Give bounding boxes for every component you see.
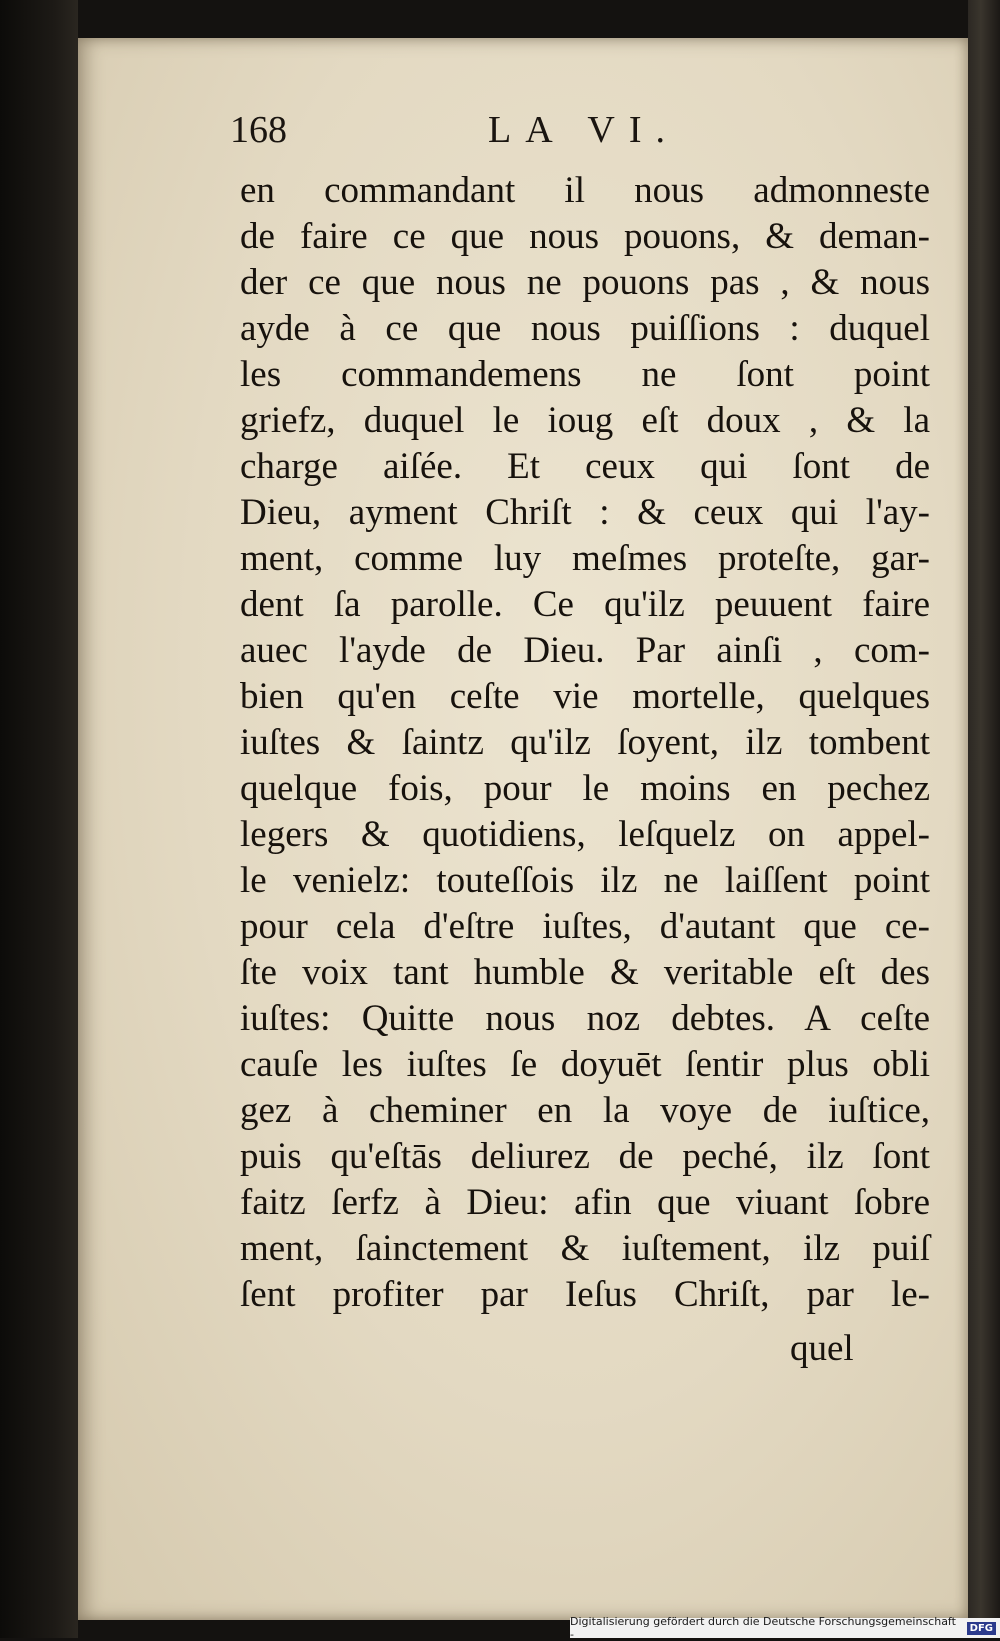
digitization-credit: Digitalisierung gefördert durch die Deutsche Forschungsgemeinschaft -	[570, 1615, 956, 1641]
text-line: ſte voix tant humble & veritable eſt des	[240, 952, 930, 993]
footer-bar	[570, 1615, 1000, 1641]
text-line: ment, ſainctement & iuſtement, ilz puiſ	[240, 1228, 930, 1269]
text-line: puis qu'eſtās deliurez de peché, ilz ſont	[240, 1136, 930, 1177]
text-line: quelque fois, pour le moins en pechez	[240, 768, 930, 809]
text-line: griefz, duquel le ioug eſt doux , & la	[240, 400, 930, 441]
text-line: le venielz: touteſſois ilz ne laiſſent point	[240, 860, 930, 901]
book-edge-right	[968, 0, 1000, 1638]
running-head: LA VI.	[488, 109, 679, 151]
book-binding-left	[0, 0, 78, 1638]
text-line: auec l'ayde de Dieu. Par ainſi , com-	[240, 630, 930, 671]
text-line: iuſtes & ſaintz qu'ilz ſoyent, ilz tombent	[240, 722, 930, 763]
text-line: bien qu'en ceſte vie mortelle, quelques	[240, 676, 930, 717]
text-line: charge aiſée. Et ceux qui ſont de	[240, 446, 930, 487]
text-line: de faire ce que nous pouons, & deman-	[240, 216, 930, 257]
text-line: ayde à ce que nous puiſſions : duquel	[240, 308, 930, 349]
text-line: dent ſa parolle. Ce qu'ilz peuuent faire	[240, 584, 930, 625]
dfg-logo: DFG	[967, 1622, 996, 1635]
text-line: der ce que nous ne pouons pas , & nous	[240, 262, 930, 303]
text-line: les commandemens ne ſont point	[240, 354, 930, 395]
text-line: ment, comme luy meſmes proteſte, gar-	[240, 538, 930, 579]
catchword: quel	[790, 1328, 854, 1369]
text-line: ſent profiter par Ieſus Chriſt, par le-	[240, 1274, 930, 1315]
page-header	[230, 108, 790, 170]
text-line: faitz ſerfz à Dieu: afin que viuant ſobre	[240, 1182, 930, 1223]
text-line: Dieu, ayment Chriſt : & ceux qui l'ay-	[240, 492, 930, 533]
text-line: cauſe les iuſtes ſe doyuēt ſentir plus obli	[240, 1044, 930, 1085]
page-number: 168	[230, 109, 287, 151]
text-line: pour cela d'eſtre iuſtes, d'autant que ce-	[240, 906, 930, 947]
text-line: gez à cheminer en la voye de iuſtice,	[240, 1090, 930, 1131]
text-line: iuſtes: Quitte nous noz debtes. A ceſte	[240, 998, 930, 1039]
text-line: legers & quotidiens, leſquelz on appel-	[240, 814, 930, 855]
body-text	[240, 168, 930, 1318]
text-line: en commandant il nous admonneste	[240, 170, 930, 211]
